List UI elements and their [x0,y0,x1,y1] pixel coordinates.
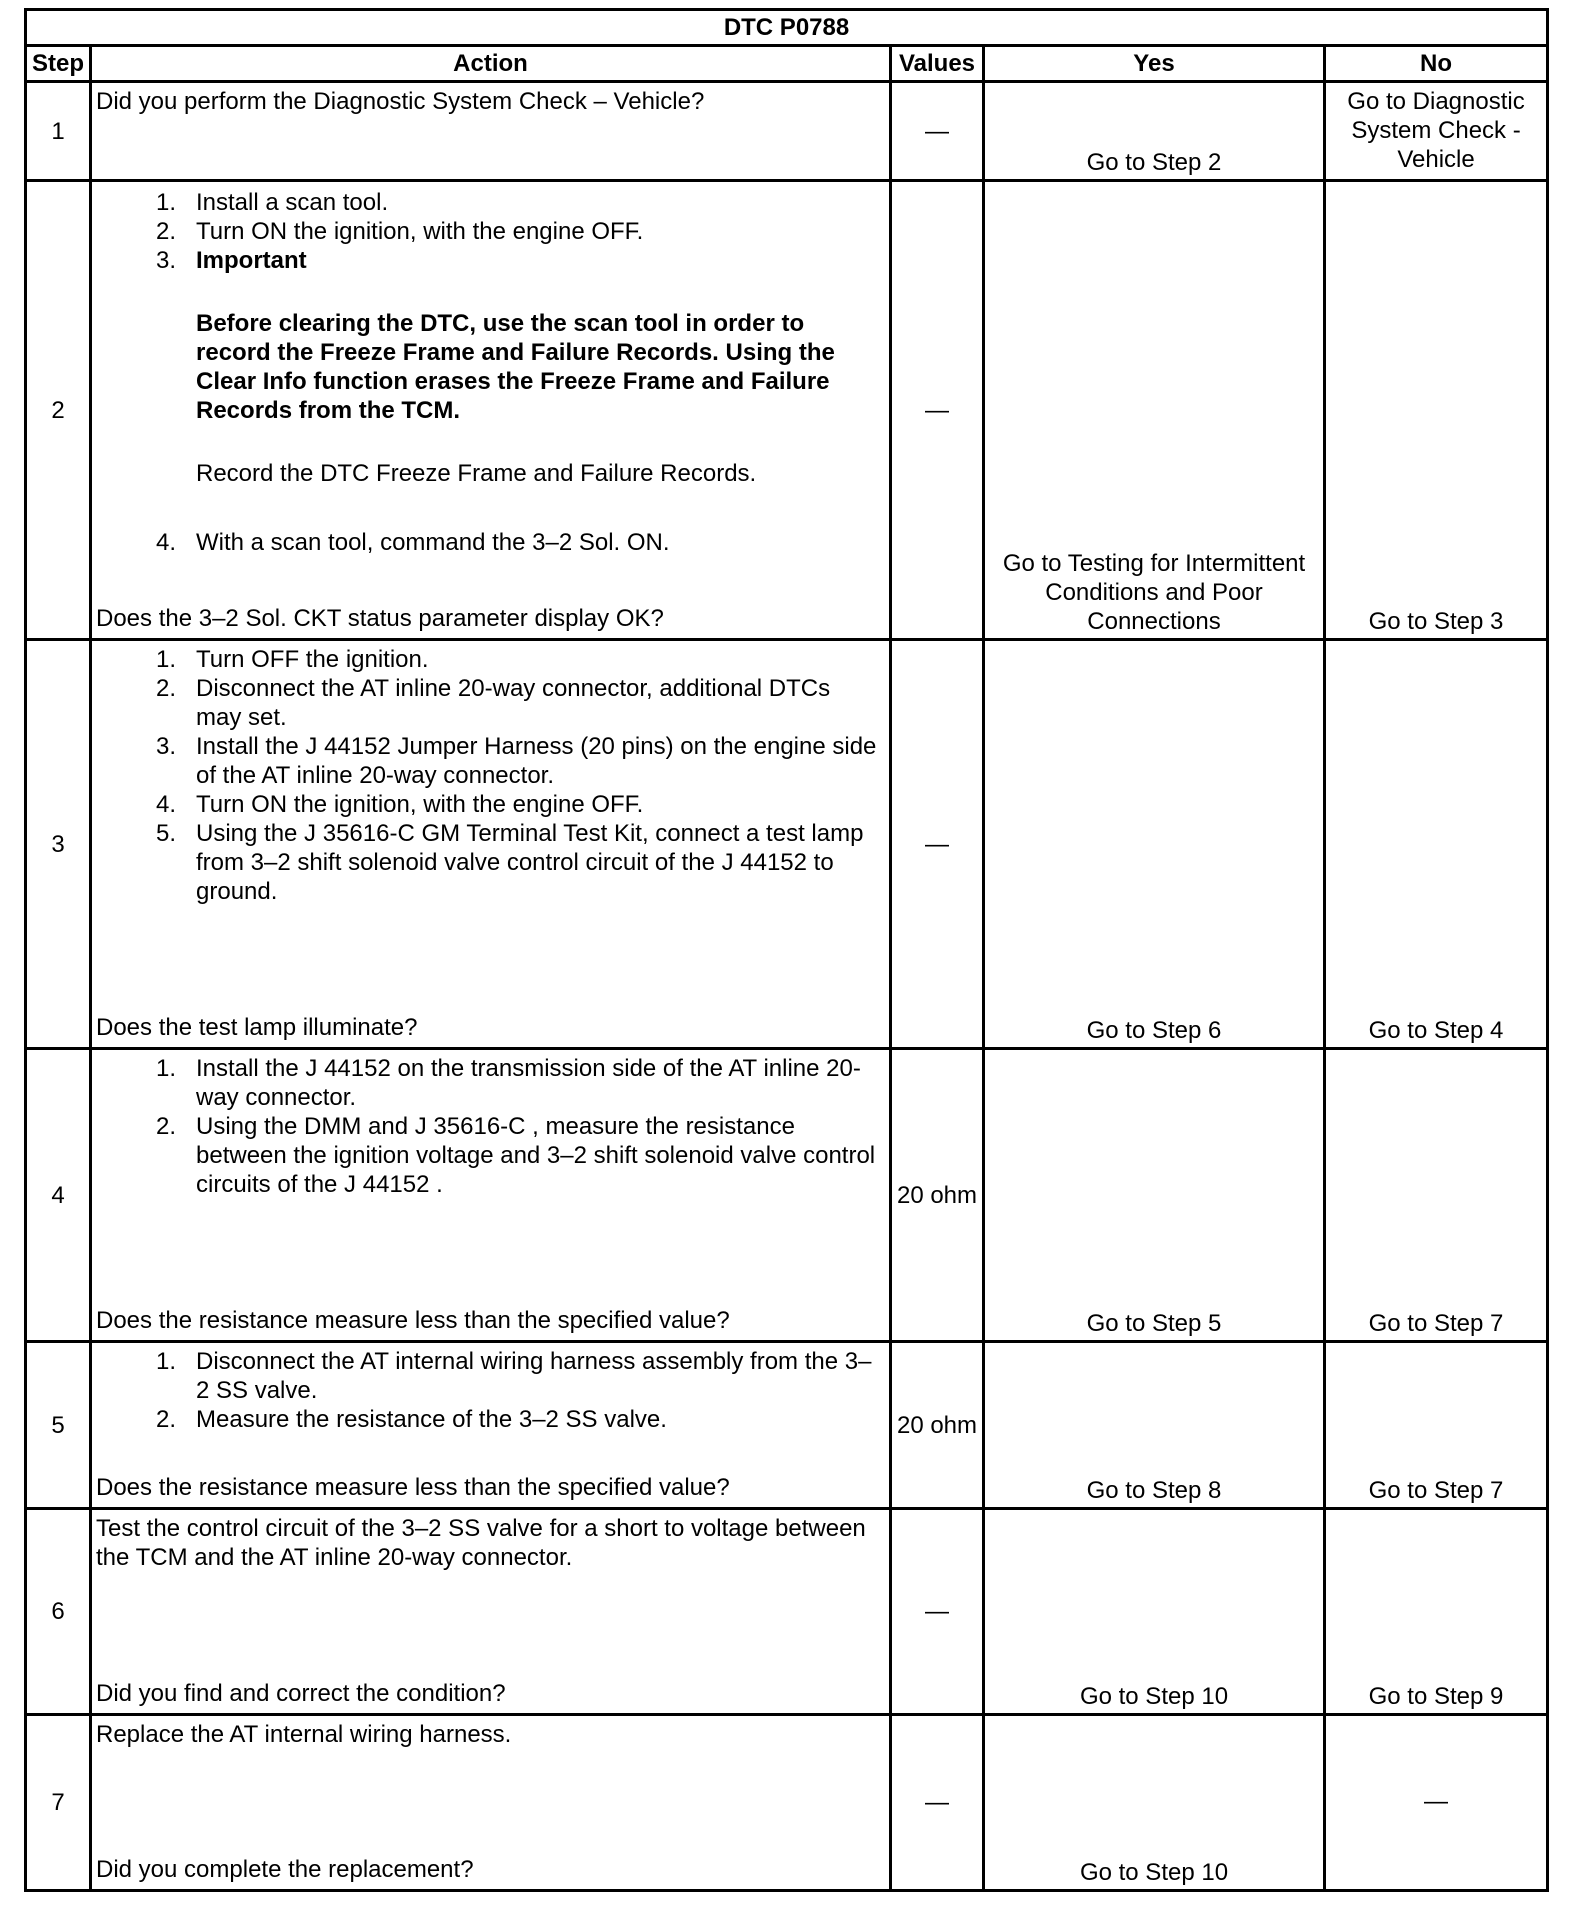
list-item: 1. Turn OFF the ignition. [155,646,429,673]
yes-link[interactable]: Go to Testing for Intermittent Conditions and Poor Connections [984,181,1325,640]
instruction-list [96,645,881,906]
header-row [26,46,1548,82]
instruction-list [96,528,881,557]
value-cell: — [891,1715,984,1891]
step-number: 3 [26,640,91,1049]
no-link[interactable]: Go to Step 3 [1325,181,1548,640]
action-question: Does the test lamp illuminate? [96,1014,418,1041]
table-row [26,181,1548,640]
important-note: Before clearing the DTC, use the scan tool in order to record the Freeze Frame and Failure Records. Using the Clear Info function erases the Freeze Frame and Failure Records from the TCM. [196,310,835,424]
table-row [26,1715,1548,1891]
value-cell: 20 ohm [891,1342,984,1509]
yes-link[interactable]: Go to Step 10 [984,1509,1325,1715]
action-cell [91,1342,891,1509]
action-cell [91,1715,891,1891]
list-item: 3. Important [155,247,307,274]
yes-link[interactable]: Go to Step 2 [984,82,1325,181]
value-cell: — [891,82,984,181]
list-item: 2. Using the DMM and J 35616-C , measure the resistance between the ignition voltage and 3–2 shift solenoid valve control circuits of the J 44152 . [155,1113,876,1198]
list-item: 2. Disconnect the AT inline 20-way connector, additional DTCs may set. [155,675,831,731]
action-text: Test the control circuit of the 3–2 SS valve for a short to voltage between the TCM and the AT inline 20-way connector. [96,1515,866,1571]
action-cell [91,181,891,640]
list-item: 1. Install a scan tool. [155,189,389,216]
step-number: 7 [26,1715,91,1891]
table-row [26,1509,1548,1715]
step-number: 5 [26,1342,91,1509]
action-text: Replace the AT internal wiring harness. [96,1721,512,1748]
no-link[interactable]: Go to Step 7 [1325,1342,1548,1509]
action-cell [91,640,891,1049]
header-action: Action [91,46,891,82]
action-cell [91,1509,891,1715]
list-item: 4. Turn ON the ignition, with the engine OFF. [155,791,644,818]
step-number: 2 [26,181,91,640]
table-title: DTC P0788 [26,10,1548,46]
action-question: Did you complete the replacement? [96,1856,474,1883]
no-link[interactable]: Go to Step 7 [1325,1049,1548,1342]
list-item: 3. Install the J 44152 Jumper Harness (20 pins) on the engine side of the AT inline 20-way connector. [155,733,877,789]
action-question: Did you find and correct the condition? [96,1680,506,1707]
title-row [26,10,1548,46]
dtc-table [24,8,1549,1892]
no-value: — [1325,1715,1548,1891]
action-text: Did you perform the Diagnostic System Check – Vehicle? [96,88,705,115]
step-number: 6 [26,1509,91,1715]
table-row [26,640,1548,1049]
list-item: 5. Using the J 35616-C GM Terminal Test Kit, connect a test lamp from 3–2 shift solenoid valve control circuit of the J 44152 to ground. [155,820,864,905]
instruction-list [96,188,881,275]
yes-link[interactable]: Go to Step 10 [984,1715,1325,1891]
value-cell: — [891,1509,984,1715]
yes-link[interactable]: Go to Step 8 [984,1342,1325,1509]
list-item: 4. With a scan tool, command the 3–2 Sol. ON. [155,529,670,556]
no-link[interactable]: Go to Step 4 [1325,640,1548,1049]
action-cell [91,1049,891,1342]
header-yes: Yes [984,46,1325,82]
action-cell [91,82,891,181]
action-question: Does the 3–2 Sol. CKT status parameter display OK? [96,605,664,632]
no-link[interactable]: Go to Step 9 [1325,1509,1548,1715]
yes-link[interactable]: Go to Step 5 [984,1049,1325,1342]
step-number: 1 [26,82,91,181]
instruction-list [96,1347,881,1434]
instruction-list [96,1054,881,1199]
header-values: Values [891,46,984,82]
header-no: No [1325,46,1548,82]
action-question: Does the resistance measure less than the specified value? [96,1474,730,1501]
table-row [26,1049,1548,1342]
value-cell: — [891,181,984,640]
action-question: Does the resistance measure less than the specified value? [96,1307,730,1334]
list-item: 2. Measure the resistance of the 3–2 SS valve. [155,1406,667,1433]
table-row [26,82,1548,181]
step-number: 4 [26,1049,91,1342]
yes-link[interactable]: Go to Step 6 [984,640,1325,1049]
list-item: 1. Disconnect the AT internal wiring harness assembly from the 3–2 SS valve. [155,1348,872,1404]
value-cell: — [891,640,984,1049]
no-link[interactable]: Go to Diagnostic System Check - Vehicle [1325,82,1548,181]
record-instruction: Record the DTC Freeze Frame and Failure Records. [196,460,757,487]
value-cell: 20 ohm [891,1049,984,1342]
list-item: 2. Turn ON the ignition, with the engine OFF. [155,218,644,245]
table-row [26,1342,1548,1509]
header-step: Step [26,46,91,82]
list-item: 1. Install the J 44152 on the transmission side of the AT inline 20-way connector. [155,1055,861,1111]
